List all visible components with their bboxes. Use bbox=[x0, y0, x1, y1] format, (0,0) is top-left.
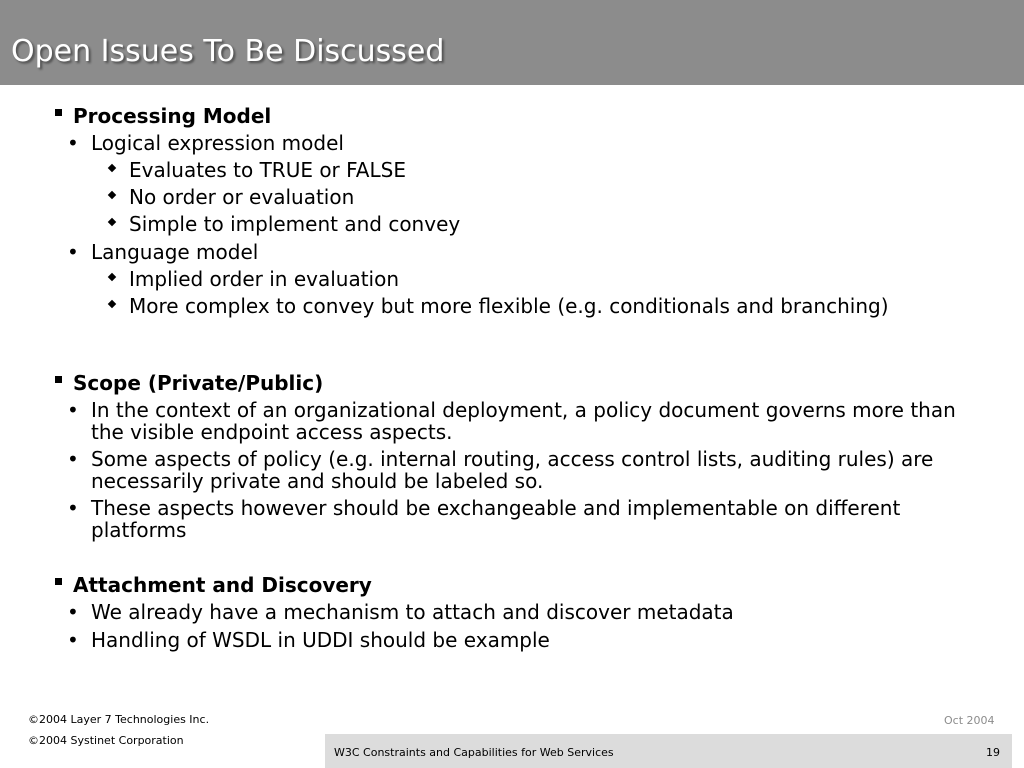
dot-bullet-icon: • bbox=[67, 447, 79, 471]
square-bullet-icon bbox=[55, 109, 62, 116]
square-bullet-icon bbox=[55, 578, 62, 585]
square-bullet-icon bbox=[55, 376, 62, 383]
slide-title: Open Issues To Be Discussed bbox=[11, 34, 445, 69]
dot-bullet-icon: • bbox=[67, 600, 79, 624]
sub-list-item: Evaluates to TRUE or FALSE bbox=[129, 158, 406, 182]
list-item: Language model bbox=[91, 240, 259, 264]
footer-bar bbox=[325, 734, 1012, 768]
diamond-bullet-icon bbox=[108, 164, 116, 172]
list-item: In the context of an organizational deployment, a policy document governs more than the visible endpoint access aspects. bbox=[91, 398, 956, 444]
sub-list-item: Simple to implement and convey bbox=[129, 212, 461, 236]
section-heading-processing-model: Processing Model bbox=[73, 104, 272, 128]
diamond-bullet-icon bbox=[108, 273, 116, 281]
presentation-title: W3C Constraints and Capabilities for Web Services bbox=[334, 746, 614, 759]
diamond-bullet-icon bbox=[108, 300, 116, 308]
footer-date: Oct 2004 bbox=[944, 714, 995, 727]
page-number: 19 bbox=[986, 746, 1000, 759]
dot-bullet-icon: • bbox=[67, 240, 79, 264]
dot-bullet-icon: • bbox=[67, 628, 79, 652]
list-item: These aspects however should be exchangeable and implementable on different platforms bbox=[91, 496, 901, 542]
diamond-bullet-icon bbox=[108, 218, 116, 226]
sub-list-item: Implied order in evaluation bbox=[129, 267, 400, 291]
copyright-systinet: ©2004 Systinet Corporation bbox=[28, 734, 184, 747]
section-heading-scope: Scope (Private/Public) bbox=[73, 371, 324, 395]
diamond-bullet-icon bbox=[108, 191, 116, 199]
dot-bullet-icon: • bbox=[67, 131, 79, 155]
section-heading-attachment: Attachment and Discovery bbox=[73, 573, 372, 597]
copyright-layer7: ©2004 Layer 7 Technologies Inc. bbox=[28, 713, 210, 726]
list-item: Handling of WSDL in UDDI should be example bbox=[91, 628, 550, 652]
list-item: Logical expression model bbox=[91, 131, 344, 155]
sub-list-item: More complex to convey but more flexible (e.g. conditionals and branching) bbox=[129, 294, 889, 318]
list-item: Some aspects of policy (e.g. internal routing, access control lists, auditing rules) are necessarily private and should be labeled so. bbox=[91, 447, 934, 493]
dot-bullet-icon: • bbox=[67, 398, 79, 422]
sub-list-item: No order or evaluation bbox=[129, 185, 355, 209]
list-item: We already have a mechanism to attach and discover metadata bbox=[91, 600, 734, 624]
dot-bullet-icon: • bbox=[67, 496, 79, 520]
